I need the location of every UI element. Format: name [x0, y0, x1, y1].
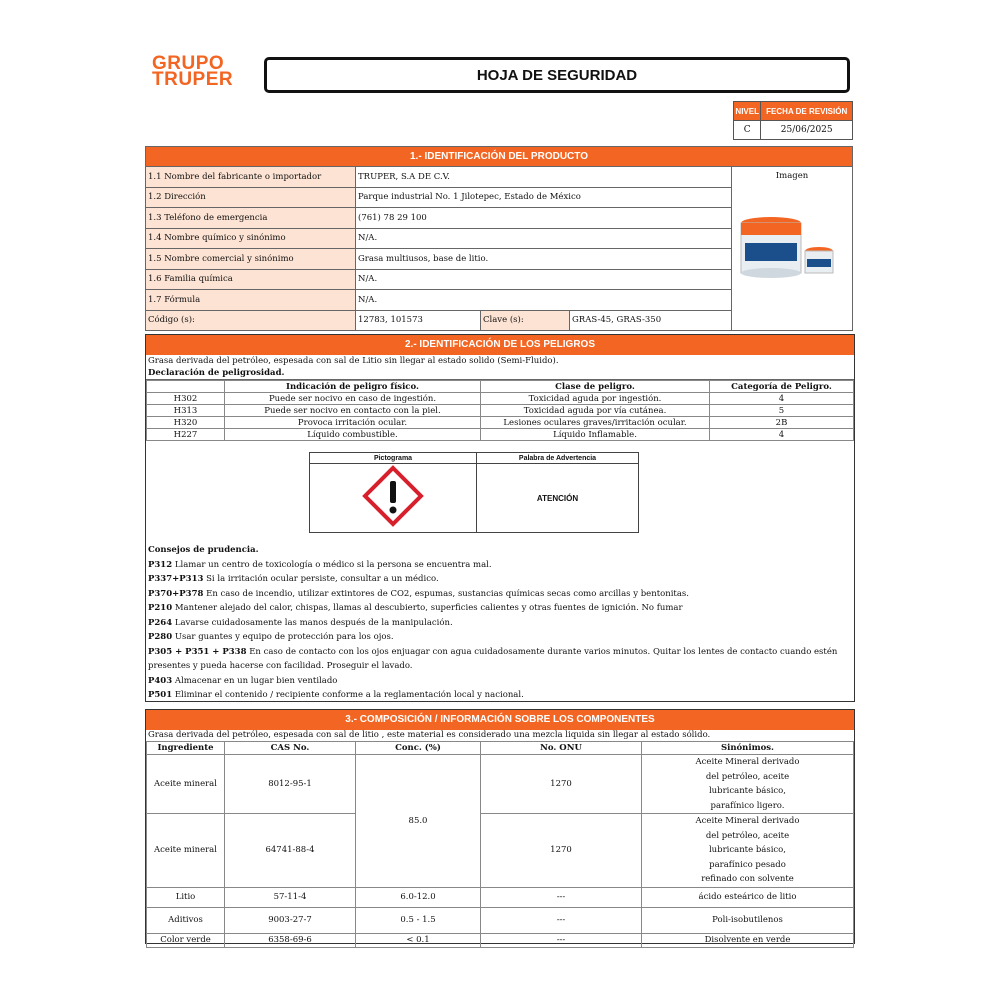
section-composition: [145, 709, 855, 944]
advice-title: Consejos de prudencia.: [148, 545, 259, 555]
synonyms: Disolvente en verde: [642, 933, 854, 947]
revision-table: [733, 101, 853, 140]
synonym-line: parafínico ligero.: [710, 800, 785, 811]
pictogram-cell: [310, 464, 477, 533]
hazard-code: H313: [147, 405, 225, 417]
concentration: < 0.1: [356, 933, 481, 947]
row-label: 1.7 Fórmula: [146, 290, 356, 311]
advice-item: [148, 645, 848, 674]
table-row: [147, 405, 854, 417]
cas-number: 6358-69-6: [225, 933, 356, 947]
row-value: (761) 78 29 100: [356, 208, 732, 229]
header-cas: CAS No.: [225, 742, 356, 755]
onu-number: ---: [481, 907, 642, 933]
hazard-class: Líquido Inflamable.: [481, 429, 710, 441]
header-onu: No. ONU: [481, 742, 642, 755]
cas-number: 8012-95-1: [225, 755, 356, 814]
advice-text: Si la irritación ocular persiste, consultar a un médico.: [203, 574, 439, 584]
table-row: [147, 887, 854, 907]
level-value: C: [734, 121, 761, 140]
advice-code: P403: [148, 675, 173, 686]
hazard-indication: Líquido combustible.: [225, 429, 481, 441]
table-row: [147, 393, 854, 405]
ingredient: Aditivos: [147, 907, 225, 933]
hazard-header-code: [147, 381, 225, 393]
row-value: Grasa multiusos, base de litio.: [356, 249, 732, 270]
concentration: 0.5 - 1.5: [356, 907, 481, 933]
header-ingredient: Ingrediente: [147, 742, 225, 755]
hazard-category: 2B: [710, 417, 854, 429]
table-row: [147, 933, 854, 947]
pictogram-header: Pictograma: [310, 453, 477, 464]
image-label: Imagen: [775, 171, 809, 181]
hazard-table: [146, 380, 854, 441]
revision-date-value: 25/06/2025: [761, 121, 853, 140]
advice-code: P210: [148, 603, 173, 613]
revision-date-header: FECHA DE REVISIÓN: [761, 102, 853, 121]
product-image-cell: [732, 167, 853, 331]
hazard-header-category: Categoría de Peligro.: [710, 381, 854, 393]
synonym-line: del petróleo, aceite: [705, 830, 790, 841]
row-value: Parque industrial No. 1 Jilotepec, Estado de México: [356, 187, 732, 208]
synonym-line: refinado con solvente: [701, 874, 794, 884]
precaution-advice: [148, 543, 848, 703]
hazard-header-indication: Indicación de peligro físico.: [225, 381, 481, 393]
signal-word: ATENCIÓN: [477, 464, 639, 533]
advice-item: [148, 688, 848, 703]
advice-text: Usar guantes y equipo de protección para los ojos.: [172, 632, 394, 642]
advice-text: Almacenar en un lugar bien ventilado: [172, 675, 338, 686]
section-1-title: 1.- IDENTIFICACIÓN DEL PRODUCTO: [146, 147, 853, 167]
ingredient: Color verde: [147, 933, 225, 947]
table-row: [147, 429, 854, 441]
grease-bucket-image: [737, 211, 847, 291]
advice-text: Mantener alejado del calor, chispas, llamas al descubierto, superficies calientes y otras fuentes de ignición. No fumar: [172, 603, 683, 613]
advice-item: [148, 616, 848, 631]
logo-line-1: GRUPO: [152, 53, 225, 74]
advice-item: [148, 630, 848, 645]
hazard-code: H302: [147, 393, 225, 405]
advice-item: [148, 601, 848, 616]
advice-text: Eliminar el contenido / recipiente conforme a la reglamentación local y nacional.: [172, 690, 524, 700]
section-product-identification: [145, 146, 853, 331]
hazard-class: Toxicidad aguda por vía cutánea.: [481, 405, 710, 417]
signal-word-header: Palabra de Advertencia: [477, 453, 639, 464]
onu-number: ---: [481, 887, 642, 907]
advice-text: En caso de incendio, utilizar extintores de CO2, espumas, sustancias químicas secas como arcillas y bentonitas.: [203, 588, 689, 599]
document-title: HOJA DE SEGURIDAD: [264, 57, 850, 93]
advice-code: P264: [148, 617, 173, 628]
table-row: [147, 417, 854, 429]
row-label: 1.3 Teléfono de emergencia: [146, 208, 356, 229]
cas-number: 57-11-4: [225, 887, 356, 907]
onu-number: 1270: [481, 814, 642, 888]
row-value: N/A.: [356, 228, 732, 249]
synonym-line: lubricante básico,: [708, 786, 787, 796]
advice-item: [148, 674, 848, 689]
hazard-category: 4: [710, 393, 854, 405]
synonym-line: Aceite Mineral derivado: [695, 757, 800, 767]
composition-table: [146, 741, 854, 948]
exclamation-diamond-icon: [362, 465, 424, 527]
ingredient: Aceite mineral: [147, 814, 225, 888]
synonyms: Poli-isobutilenos: [642, 907, 854, 933]
advice-code: P501: [148, 690, 173, 700]
pictogram-table: [309, 452, 639, 533]
cas-number: 64741-88-4: [225, 814, 356, 888]
concentration: 6.0-12.0: [356, 887, 481, 907]
hazard-description: Grasa derivada del petróleo, espesada con sal de Litio sin llegar al estado solido (Semi-Fluido).: [148, 356, 559, 366]
advice-code: P305 + P351 + P338: [148, 646, 247, 657]
section-2-title: 2.- IDENTIFICACIÓN DE LOS PELIGROS: [146, 335, 854, 355]
row-label: 1.6 Familia química: [146, 269, 356, 290]
row-value: N/A.: [356, 269, 732, 290]
onu-number: ---: [481, 933, 642, 947]
hazard-indication: Puede ser nocivo en contacto con la piel.: [225, 405, 481, 417]
advice-code: P280: [148, 632, 173, 642]
advice-text: Llamar un centro de toxicología o médico si la persona se encuentra mal.: [172, 559, 492, 570]
row-label: 1.1 Nombre del fabricante o importador: [146, 167, 356, 188]
section-hazard-identification: [145, 334, 855, 702]
synonyms: [642, 755, 854, 814]
hazard-indication: Puede ser nocivo en caso de ingestión.: [225, 393, 481, 405]
concentration: 85.0: [356, 755, 481, 888]
hazard-indication: Provoca irritación ocular.: [225, 417, 481, 429]
advice-item: [148, 572, 848, 587]
hazard-header-class: Clase de peligro.: [481, 381, 710, 393]
ingredient: Litio: [147, 887, 225, 907]
level-header: NIVEL: [734, 102, 761, 121]
composition-description: Grasa derivada del petróleo, espesada con sal de litio , este material es considerado una mezcla liquida sin llegar al estado sólido.: [148, 730, 711, 740]
synonym-line: parafínico pesado: [709, 859, 786, 870]
synonym-line: Aceite Mineral derivado: [695, 816, 800, 826]
row-label: 1.4 Nombre químico y sinónimo: [146, 228, 356, 249]
advice-item: [148, 587, 848, 602]
company-logo: [152, 53, 234, 90]
synonym-line: del petróleo, aceite: [705, 771, 790, 782]
row-label: 1.2 Dirección: [146, 187, 356, 208]
code-label: Código (s):: [146, 310, 356, 331]
advice-text: En caso de contacto con los ojos enjuagar con agua cuidadosamente durante varios minutos. Quitar los lentes de contacto cuando estén presentes y pueda hacerse con facilidad. Proseguir el lavado.: [148, 646, 838, 671]
key-label: Clave (s):: [481, 310, 570, 331]
row-label: 1.5 Nombre comercial y sinónimo: [146, 249, 356, 270]
cas-number: 9003-27-7: [225, 907, 356, 933]
hazard-category: 5: [710, 405, 854, 417]
onu-number: 1270: [481, 755, 642, 814]
synonym-line: lubricante básico,: [708, 845, 787, 855]
hazard-code: H320: [147, 417, 225, 429]
logo-line-2: TRUPER: [152, 69, 234, 90]
hazard-declaration: Declaración de peligrosidad.: [146, 367, 854, 380]
advice-code: P370+P378: [148, 588, 204, 599]
advice-code: P312: [148, 559, 173, 570]
hazard-code: H227: [147, 429, 225, 441]
key-value: GRAS-45, GRAS-350: [570, 310, 732, 331]
header-conc: Conc. (%): [356, 742, 481, 755]
hazard-category: 4: [710, 429, 854, 441]
table-row: [147, 755, 854, 814]
header-synonyms: Sinónimos.: [642, 742, 854, 755]
row-value: TRUPER, S.A DE C.V.: [356, 167, 732, 188]
section-3-title: 3.- COMPOSICIÓN / INFORMACIÓN SOBRE LOS COMPONENTES: [146, 710, 854, 730]
hazard-class: Toxicidad aguda por ingestión.: [481, 393, 710, 405]
advice-text: Lavarse cuidadosamente las manos después de la manipulación.: [172, 617, 453, 628]
advice-item: [148, 558, 848, 573]
table-row: [147, 814, 854, 888]
code-value: 12783, 101573: [356, 310, 481, 331]
hazard-class: Lesiones oculares graves/irritación ocular.: [481, 417, 710, 429]
row-value: N/A.: [356, 290, 732, 311]
advice-code: P337+P313: [148, 574, 204, 584]
table-row: [147, 907, 854, 933]
synonyms: [642, 814, 854, 888]
ingredient: Aceite mineral: [147, 755, 225, 814]
synonyms: ácido esteárico de litio: [642, 887, 854, 907]
